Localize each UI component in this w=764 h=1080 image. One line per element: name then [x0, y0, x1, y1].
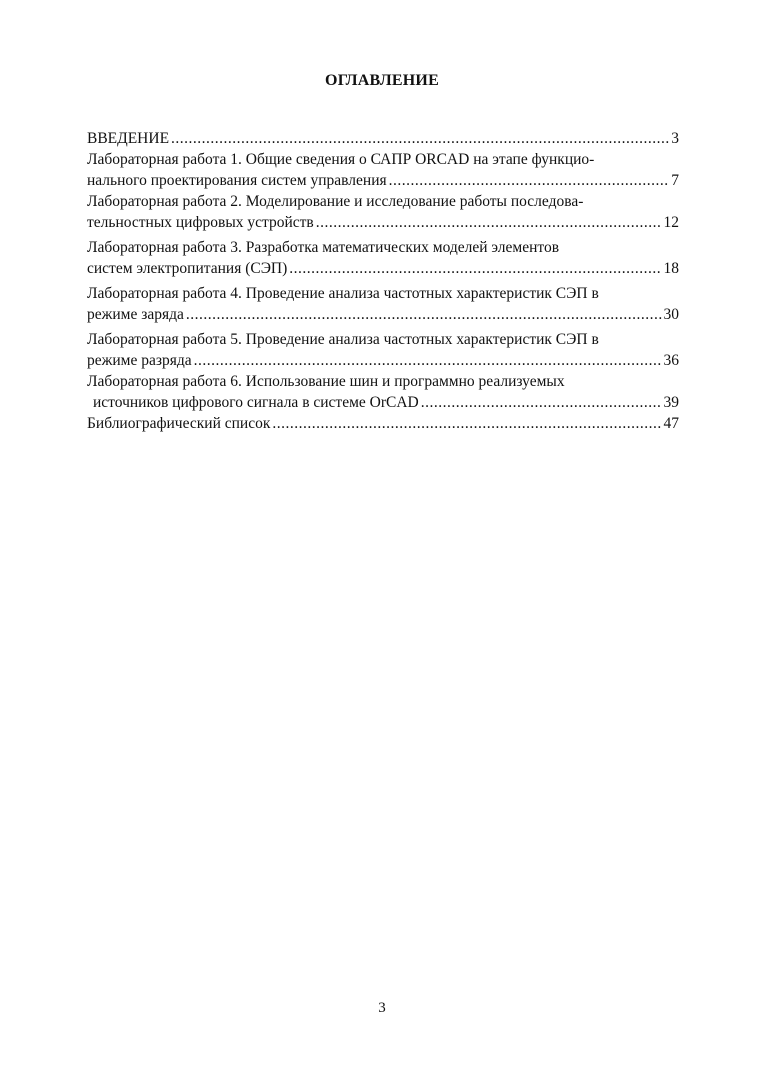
- toc-entry-page: 3: [671, 130, 679, 147]
- toc-entry-page: 47: [663, 415, 679, 432]
- dot-leader: [194, 350, 662, 371]
- page-number: 3: [378, 1000, 386, 1016]
- toc-entry-page: 12: [663, 214, 679, 231]
- toc-entry-page: 18: [663, 260, 679, 277]
- toc-entry-lab-4[interactable]: [87, 283, 679, 325]
- toc-entry-text: тельностных цифровых устройств: [87, 214, 314, 231]
- toc-entry-page: 7: [671, 172, 679, 189]
- toc-entry-lab-3[interactable]: [87, 237, 679, 279]
- toc-entry-text: Лабораторная работа 4. Проведение анализа частотных характеристик СЭП в: [87, 285, 599, 302]
- dot-leader: [272, 413, 661, 434]
- dot-leader: [316, 212, 662, 233]
- toc-entry-introduction[interactable]: [87, 128, 679, 149]
- dot-leader: [186, 304, 662, 325]
- toc-entry-text: режиме заряда: [87, 306, 184, 323]
- toc-entry-text: Лабораторная работа 1. Общие сведения о САПР ORCAD на этапе функцио-: [87, 151, 595, 168]
- toc-entry-bibliography[interactable]: [87, 413, 679, 434]
- toc-entry-text: источников цифрового сигнала в системе OrCAD: [93, 394, 419, 411]
- toc-title: ОГЛАВЛЕНИЕ: [325, 72, 439, 89]
- toc-entry-text: режиме разряда: [87, 352, 192, 369]
- dot-leader: [289, 258, 661, 279]
- toc-entry-page: 36: [663, 352, 679, 369]
- toc-entry-text: Лабораторная работа 2. Моделирование и исследование работы последова-: [87, 193, 584, 210]
- dot-leader: [421, 392, 662, 413]
- toc-entry-text: Библиографический список: [87, 415, 271, 432]
- toc-entry-text: Лабораторная работа 6. Использование шин и программно реализуемых: [87, 373, 565, 390]
- toc-entry-page: 30: [663, 306, 679, 323]
- toc-entry-text: Лабораторная работа 5. Проведение анализа частотных характеристик СЭП в: [87, 331, 599, 348]
- dot-leader: [389, 170, 670, 191]
- dot-leader: [171, 128, 669, 149]
- toc-entry-text: нального проектирования систем управления: [87, 172, 387, 189]
- toc-entry-lab-1[interactable]: [87, 149, 679, 191]
- table-of-contents: [87, 128, 679, 434]
- toc-entry-lab-5[interactable]: [87, 329, 679, 371]
- toc-entry-text: систем электропитания (СЭП): [87, 260, 288, 277]
- toc-entry-page: 39: [663, 394, 679, 411]
- toc-entry-lab-2[interactable]: [87, 191, 679, 233]
- toc-entry-text: Лабораторная работа 3. Разработка математических моделей элементов: [87, 239, 560, 256]
- toc-entry-lab-6[interactable]: [87, 371, 679, 413]
- toc-entry-text: ВВЕДЕНИЕ: [87, 130, 170, 147]
